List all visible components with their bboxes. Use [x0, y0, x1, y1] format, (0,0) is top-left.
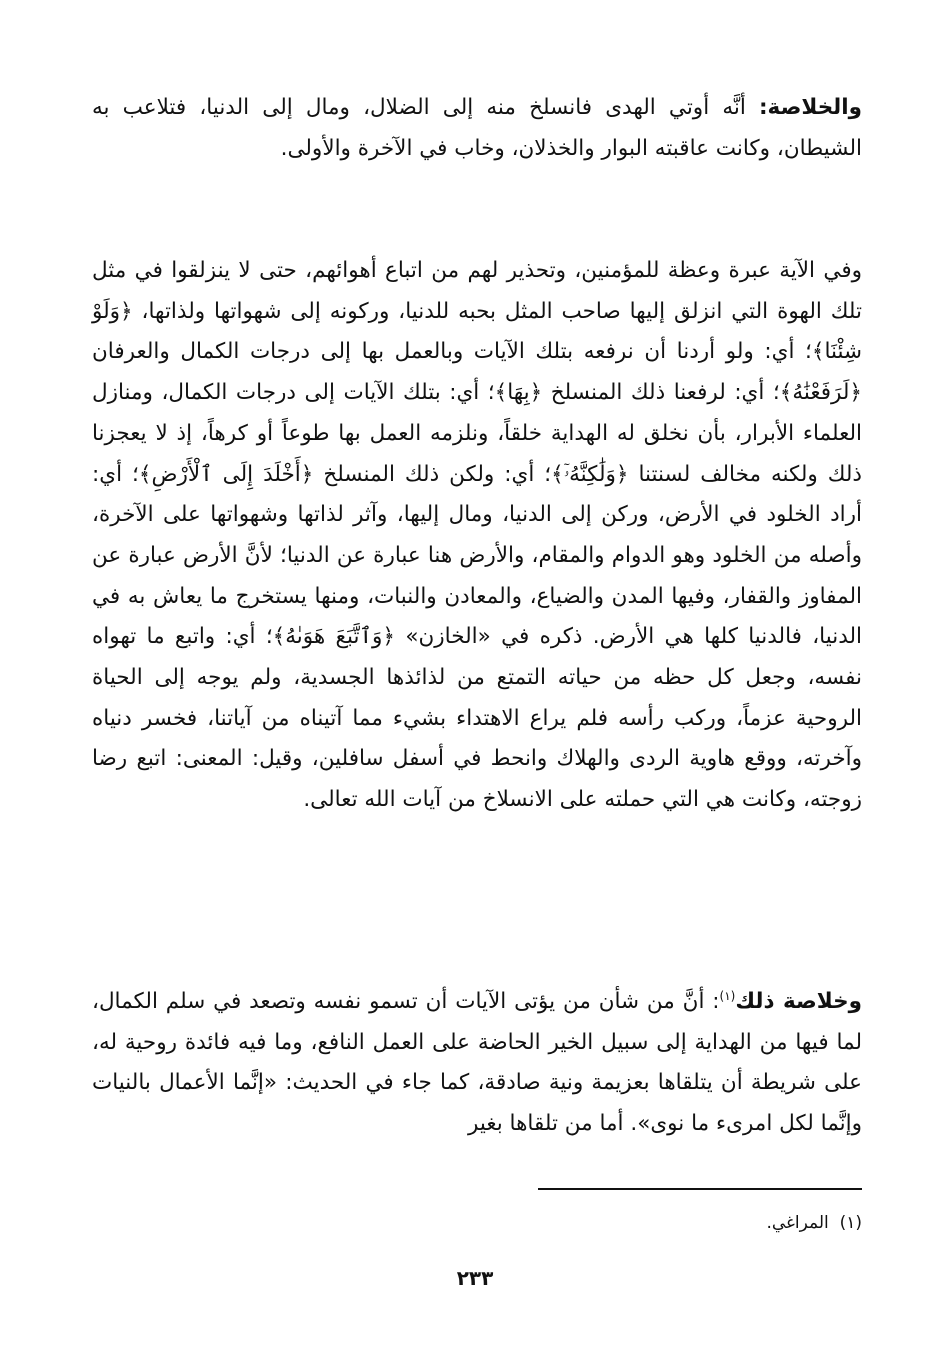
paragraph-text: : أنَّ من شأن من يؤتى الآيات أن تسمو نفسه وتصعد في سلم الكمال، لما فيها من الهداية إلى سبيل الخير الحاضة على العمل النافع، وما فيه فائدة روحية له، على شريطة أن يتلقاها بعزيمة ونية صادقة، كما جاء في الحديث: «إنَّما الأعمال بالنيات وإنَّما لكل امرىء ما نوى». أما من تلقاها بغير	[92, 989, 862, 1137]
footnote-divider	[538, 1188, 862, 1190]
paragraph-lead: والخلاصة:	[758, 95, 862, 120]
paragraph-lead: وخلاصة ذلك	[735, 989, 862, 1014]
paragraph-text: وفي الآية عبرة وعظة للمؤمنين، وتحذير لهم من اتباع أهوائهم، حتى لا ينزلقوا في مثل تلك الهوة التي انزلق إليها صاحب المثل بحبه للدنيا، وركونه إلى شهواتها ولذاتها، ﴿وَلَوْ شِئْنَا﴾؛ أي: ولو أردنا أن نرفعه بتلك الآيات وبالعمل بها إلى درجات الكمال والعرفان ﴿لَرَفَعْنَٰهُ﴾؛ أي: لرفعنا ذلك المنسلخ ﴿بِهَا﴾؛ أي: بتلك الآيات إلى درجات الكمال، ومنازل العلماء الأبرار، بأن نخلق له الهداية خلقاً، ونلزمه العمل بها طوعاً أو كرهاً، إذ لا يعجزنا ذلك ولكنه مخالف لسنتنا ﴿وَلَٰكِنَّهُۥٓ﴾؛ أي: ولكن ذلك المنسلخ ﴿أَخْلَدَ إِلَى ٱلْأَرْضِ﴾؛ أي: أراد الخلود في الأرض، وركن إلى الدنيا، ومال إليها، وآثر لذاتها وشهواتها على الآخرة، وأصله من الخلود وهو الدوام والمقام، والأرض هنا عبارة عن الدنيا؛ لأنَّ الأرض عبارة عن المفاوز والقفار، وفيها المدن والضياع، والمعادن والنبات، ومنها يستخرج ما يعاش به في الدنيا، فالدنيا كلها هي الأرض. ذكره في «الخازن» ﴿وَٱتَّبَعَ هَوَىٰهُ﴾؛ أي: واتبع ما تهواه نفسه، وجعل كل حظه من حياته التمتع من لذائذها الجسدية، ولم يوجه إلى الحياة الروحية عزماً، وركب رأسه فلم يراع الاهتداء بشيء مما آتيناه من آياتنا، فخسر دنياه وآخرته، ووقع هاوية الردى والهلاك وانحط في أسفل سافلين، وقيل: المعنى: اتبع رضا زوجته، وكانت هي التي حملته على الانسلاخ من آيات الله تعالى.	[92, 258, 862, 813]
page-number: ٢٣٣	[456, 1266, 494, 1290]
footnote	[500, 1208, 862, 1238]
paragraph-commentary	[92, 251, 862, 821]
paragraph-summary	[92, 88, 862, 169]
paragraph-conclusion	[92, 982, 862, 1145]
footnote-reference: (١)	[719, 988, 736, 1003]
paragraph-text: أنَّه أوتي الهدى فانسلخ منه إلى الضلال، ومال إلى الدنيا، فتلاعب به الشيطان، وكانت عاقبته البوار والخذلان، وخاب في الآخرة والأولى.	[92, 95, 862, 161]
footnote-marker: (١)	[839, 1213, 862, 1233]
footnote-text: المراغي.	[766, 1213, 829, 1233]
